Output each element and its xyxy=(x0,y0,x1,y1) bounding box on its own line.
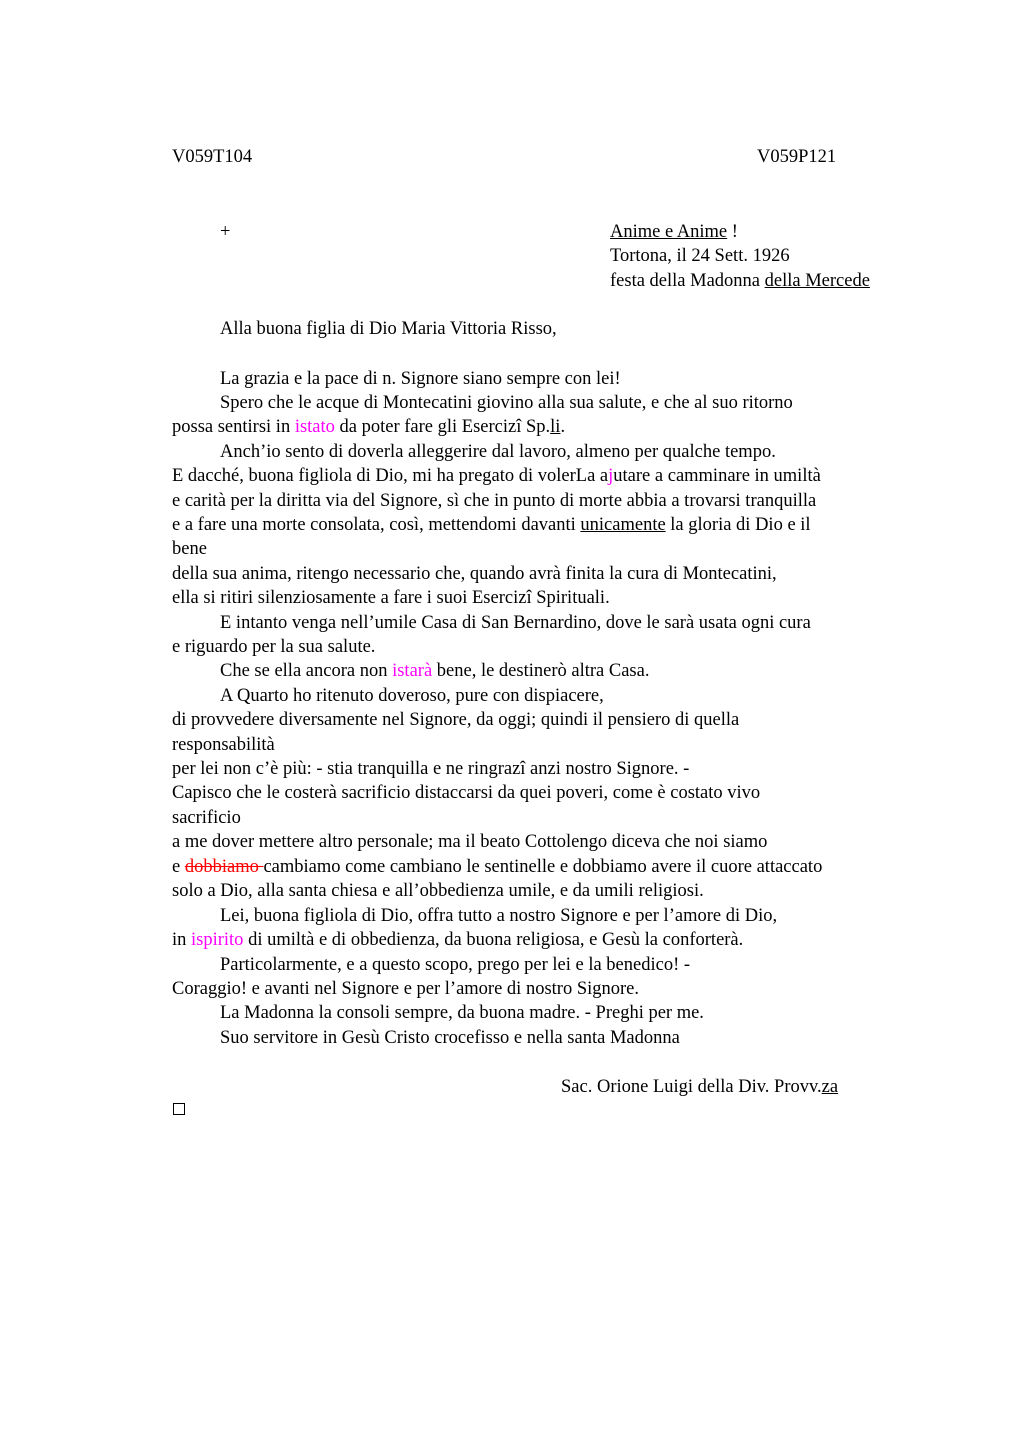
body-line: Lei, buona figliola di Dio, offra tutto a nostro Signore e per l’amore di Dio, xyxy=(220,906,778,926)
body-line: La grazia e la pace di n. Signore siano sempre con lei! xyxy=(220,369,621,389)
text-run: di umiltà e di obbedienza, da buona religiosa, e Gesù la conforterà. xyxy=(243,930,744,950)
text-run: . xyxy=(560,417,566,437)
body-line: Anch’io sento di doverla alleggerire dal lavoro, almeno per qualche tempo. xyxy=(220,442,776,462)
body-line xyxy=(172,513,811,537)
body-line xyxy=(172,464,821,488)
text-run: E dacché, buona figliola di Dio, mi ha pregato di volerLa a xyxy=(172,466,609,486)
signature xyxy=(561,1075,838,1099)
body-line: e carità per la diritta via del Signore, sì che in punto di morte abbia a trovarsi tranquilla xyxy=(172,491,817,511)
correction-highlight: ispirito xyxy=(191,930,244,950)
text-run: utare a camminare in umiltà xyxy=(613,466,821,486)
body-line xyxy=(172,586,610,610)
text-run: la gloria di Dio e il xyxy=(665,515,811,535)
text-run: bene, le destinerò altra Casa. xyxy=(432,661,650,681)
body-line: Spero che le acque di Montecatini giovino alla sua salute, e che al suo ritorno xyxy=(220,393,793,413)
end-box-mark xyxy=(173,1103,185,1115)
body-line xyxy=(172,855,822,879)
cross-mark: + xyxy=(220,222,231,242)
body-line: A Quarto ho ritenuto doveroso, pure con dispiacere, xyxy=(220,686,604,706)
feast-prefix: festa della Madonna xyxy=(610,271,765,291)
text-run: in xyxy=(172,930,192,950)
signature-text: Sac. Orione Luigi della Div. Provv. xyxy=(561,1077,822,1097)
body-line: per lei non c’è più: - stia tranquilla e ne ringrazî anzi nostro Signore. - xyxy=(172,759,690,779)
text-run: possa sentirsi in xyxy=(172,417,295,437)
body-line: E intanto venga nell’umile Casa di San Bernardino, dove le sarà usata ogni cura xyxy=(220,613,811,633)
correction-highlight: istarà xyxy=(392,661,433,681)
body-line: della sua anima, ritengo necessario che, quando avrà finita la cura di Montecatini, xyxy=(172,564,777,584)
body-line: solo a Dio, alla santa chiesa e all’obbedienza umile, e da umili religiosi. xyxy=(172,881,704,901)
underlined-abbrev: li xyxy=(550,417,561,437)
body-line: Suo servitore in Gesù Cristo crocefisso e nella santa Madonna xyxy=(220,1028,680,1048)
motto-underlined: Anime e Anime xyxy=(610,222,728,242)
document-code-left: V059T104 xyxy=(172,147,253,167)
body-line: Particolarmente, e a questo scopo, prego per lei e la benedico! - xyxy=(220,955,691,975)
body-line: sacrificio xyxy=(172,808,241,828)
body-line: responsabilità xyxy=(172,735,275,755)
greeting: Alla buona figlia di Dio Maria Vittoria Risso, xyxy=(220,319,557,339)
text-run: e xyxy=(172,857,185,877)
body-line: Coraggio! e avanti nel Signore e per l’amore di nostro Signore. xyxy=(172,979,639,999)
body-line: a me dover mettere altro personale; ma il beato Cottolengo diceva che noi siamo xyxy=(172,832,768,852)
text-run: cambiamo come cambiano le sentinelle e dobbiamo avere il cuore attaccato xyxy=(263,857,823,877)
text-run: ella si ritiri silenziosamente a fare i suoi Esercizî Spirituali. xyxy=(172,588,610,608)
correction-highlight: istato xyxy=(294,417,335,437)
body-line: bene xyxy=(172,539,207,559)
place-date: Tortona, il 24 Sett. 1926 xyxy=(610,246,790,266)
body-line xyxy=(172,415,565,439)
feast-line xyxy=(610,269,870,293)
feast-underlined: della Mercede xyxy=(764,271,870,291)
body-line: La Madonna la consoli sempre, da buona madre. - Preghi per me. xyxy=(220,1003,704,1023)
motto-suffix: ! xyxy=(727,222,738,242)
correction-highlight: j xyxy=(608,466,614,486)
body-line: e riguardo per la sua salute. xyxy=(172,637,376,657)
body-line: di provvedere diversamente nel Signore, da oggi; quindi il pensiero di quella xyxy=(172,710,740,730)
body-line: Capisco che le costerà sacrificio distaccarsi da quei poveri, come è costato vivo xyxy=(172,783,761,803)
signature-underlined: za xyxy=(821,1077,839,1097)
body-line xyxy=(172,928,743,952)
underlined-word: unicamente xyxy=(580,515,666,535)
body-line xyxy=(220,659,649,683)
motto xyxy=(610,220,738,244)
document-code-right: V059P121 xyxy=(757,147,837,167)
text-run: Che se ella ancora non xyxy=(220,661,393,681)
struck-word: dobbiamo xyxy=(184,857,264,877)
text-run: e a fare una morte consolata, così, mettendomi davanti xyxy=(172,515,581,535)
text-run: da poter fare gli Esercizî Sp. xyxy=(334,417,551,437)
